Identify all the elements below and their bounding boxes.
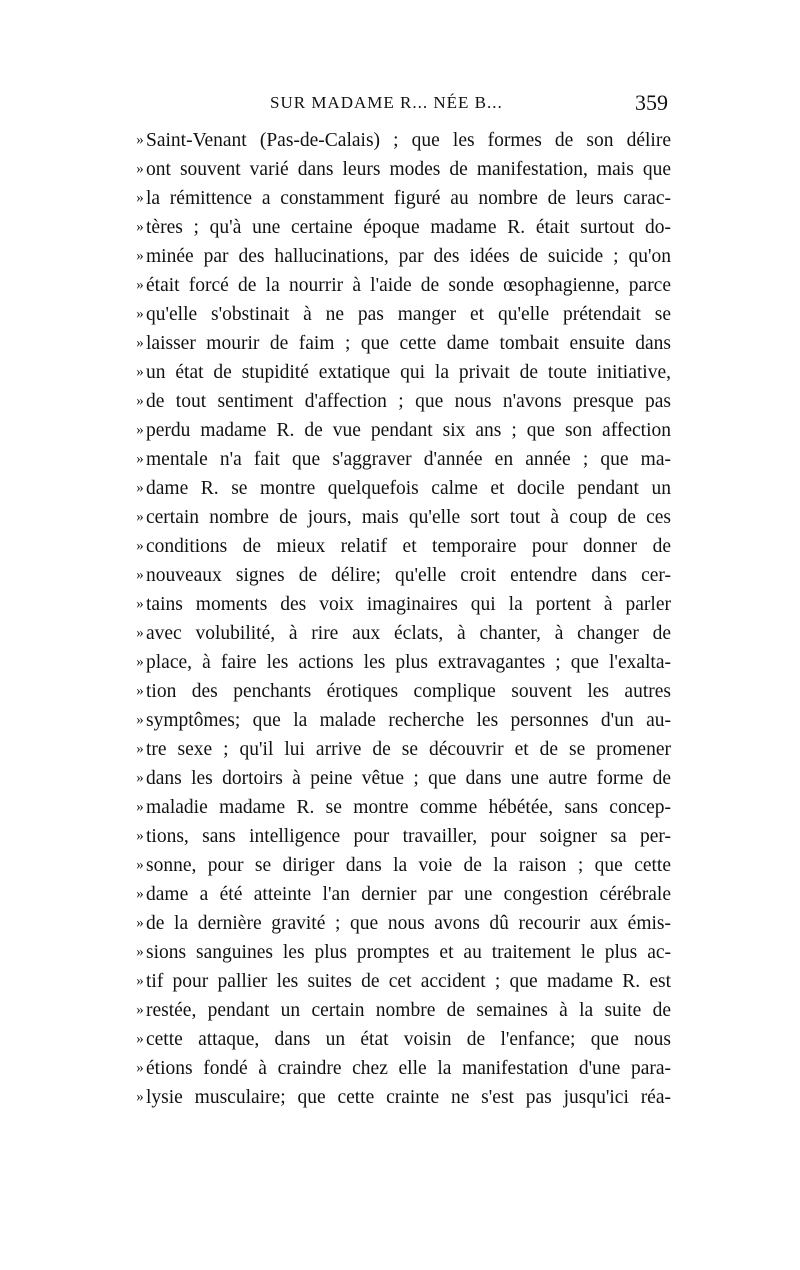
line-text: étions fondé à craindre chez elle la manifestation d'une para-	[146, 1058, 671, 1079]
text-line	[126, 967, 671, 996]
text-line	[126, 909, 671, 938]
text-line	[126, 764, 671, 793]
text-line	[126, 242, 671, 271]
quote-mark: »	[136, 190, 144, 206]
line-text: maladie madame R. se montre comme hébétée, sans concep-	[146, 797, 671, 818]
quote-mark: »	[136, 306, 144, 322]
quote-mark: »	[136, 770, 144, 786]
text-line	[126, 155, 671, 184]
text-line	[126, 416, 671, 445]
text-line	[126, 851, 671, 880]
text-line	[126, 996, 671, 1025]
text-line	[126, 358, 671, 387]
line-text: de tout sentiment d'affection ; que nous n'avons presque pas	[146, 391, 671, 412]
line-text: lysie musculaire; que cette crainte ne s'est pas jusqu'ici réa-	[146, 1087, 671, 1108]
quote-mark: »	[136, 393, 144, 409]
quote-mark: »	[136, 335, 144, 351]
text-line	[126, 735, 671, 764]
quote-mark: »	[136, 451, 144, 467]
line-text: mentale n'a fait que s'aggraver d'année en année ; que ma-	[146, 449, 671, 470]
line-text: de la dernière gravité ; que nous avons dû recourir aux émis-	[146, 913, 671, 934]
quote-mark: »	[136, 944, 144, 960]
text-line	[126, 213, 671, 242]
body-text	[126, 126, 671, 1112]
quote-mark: »	[136, 654, 144, 670]
text-line	[126, 793, 671, 822]
line-text: avec volubilité, à rire aux éclats, à chanter, à changer de	[146, 623, 671, 644]
quote-mark: »	[136, 132, 144, 148]
line-text: tères ; qu'à une certaine époque madame R. était surtout do-	[146, 217, 671, 238]
quote-mark: »	[136, 683, 144, 699]
text-line	[126, 329, 671, 358]
line-text: la rémittence a constamment figuré au nombre de leurs carac-	[146, 188, 671, 209]
text-line	[126, 706, 671, 735]
line-text: restée, pendant un certain nombre de semaines à la suite de	[146, 1000, 671, 1021]
quote-mark: »	[136, 857, 144, 873]
text-line	[126, 532, 671, 561]
line-text: tains moments des voix imaginaires qui la portent à parler	[146, 594, 671, 615]
line-text: était forcé de la nourrir à l'aide de sonde œsophagienne, parce	[146, 275, 671, 296]
quote-mark: »	[136, 741, 144, 757]
line-text: dame R. se montre quelquefois calme et docile pendant un	[146, 478, 671, 499]
line-text: ont souvent varié dans leurs modes de manifestation, mais que	[146, 159, 671, 180]
text-line	[126, 938, 671, 967]
text-line	[126, 387, 671, 416]
text-line	[126, 445, 671, 474]
quote-mark: »	[136, 915, 144, 931]
text-line	[126, 561, 671, 590]
line-text: un état de stupidité extatique qui la privait de toute initiative,	[146, 362, 671, 383]
text-line	[126, 619, 671, 648]
text-line	[126, 184, 671, 213]
line-text: dans les dortoirs à peine vêtue ; que dans une autre forme de	[146, 768, 671, 789]
line-text: cette attaque, dans un état voisin de l'enfance; que nous	[146, 1029, 671, 1050]
text-line	[126, 880, 671, 909]
text-line	[126, 300, 671, 329]
quote-mark: »	[136, 799, 144, 815]
text-line	[126, 271, 671, 300]
quote-mark: »	[136, 712, 144, 728]
running-head	[138, 88, 668, 118]
quote-mark: »	[136, 480, 144, 496]
text-line	[126, 677, 671, 706]
line-text: sonne, pour se diriger dans la voie de la raison ; que cette	[146, 855, 671, 876]
text-line	[126, 503, 671, 532]
quote-mark: »	[136, 1060, 144, 1076]
text-line	[126, 1083, 671, 1112]
line-text: sions sanguines les plus promptes et au traitement le plus ac-	[146, 942, 671, 963]
line-text: tre sexe ; qu'il lui arrive de se découvrir et de se promener	[146, 739, 671, 760]
line-text: laisser mourir de faim ; que cette dame tombait ensuite dans	[146, 333, 671, 354]
quote-mark: »	[136, 422, 144, 438]
quote-mark: »	[136, 625, 144, 641]
quote-mark: »	[136, 538, 144, 554]
text-line	[126, 1025, 671, 1054]
line-text: symptômes; que la malade recherche les personnes d'un au-	[146, 710, 671, 731]
text-line	[126, 590, 671, 619]
page-number: 359	[635, 90, 668, 115]
quote-mark: »	[136, 509, 144, 525]
quote-mark: »	[136, 219, 144, 235]
text-line	[126, 474, 671, 503]
line-text: certain nombre de jours, mais qu'elle sort tout à coup de ces	[146, 507, 671, 528]
line-text: qu'elle s'obstinait à ne pas manger et qu'elle prétendait se	[146, 304, 671, 325]
quote-mark: »	[136, 1089, 144, 1105]
running-title: SUR MADAME R... NÉE B...	[270, 93, 503, 112]
quote-mark: »	[136, 596, 144, 612]
line-text: place, à faire les actions les plus extravagantes ; que l'exalta-	[146, 652, 671, 673]
line-text: tions, sans intelligence pour travailler, pour soigner sa per-	[146, 826, 671, 847]
line-text: tif pour pallier les suites de cet accident ; que madame R. est	[146, 971, 671, 992]
text-line	[126, 822, 671, 851]
quote-mark: »	[136, 277, 144, 293]
line-text: minée par des hallucinations, par des idées de suicide ; qu'on	[146, 246, 671, 267]
quote-mark: »	[136, 973, 144, 989]
quote-mark: »	[136, 161, 144, 177]
quote-mark: »	[136, 1002, 144, 1018]
text-line	[126, 1054, 671, 1083]
line-text: perdu madame R. de vue pendant six ans ; que son affection	[146, 420, 671, 441]
quote-mark: »	[136, 567, 144, 583]
line-text: Saint-Venant (Pas-de-Calais) ; que les formes de son délire	[146, 130, 671, 151]
line-text: tion des penchants érotiques complique souvent les autres	[146, 681, 671, 702]
line-text: nouveaux signes de délire; qu'elle croit entendre dans cer-	[146, 565, 671, 586]
quote-mark: »	[136, 364, 144, 380]
text-line	[126, 648, 671, 677]
quote-mark: »	[136, 828, 144, 844]
text-line	[126, 126, 671, 155]
quote-mark: »	[136, 1031, 144, 1047]
line-text: conditions de mieux relatif et temporaire pour donner de	[146, 536, 671, 557]
quote-mark: »	[136, 886, 144, 902]
quote-mark: »	[136, 248, 144, 264]
line-text: dame a été atteinte l'an dernier par une congestion cérébrale	[146, 884, 671, 905]
